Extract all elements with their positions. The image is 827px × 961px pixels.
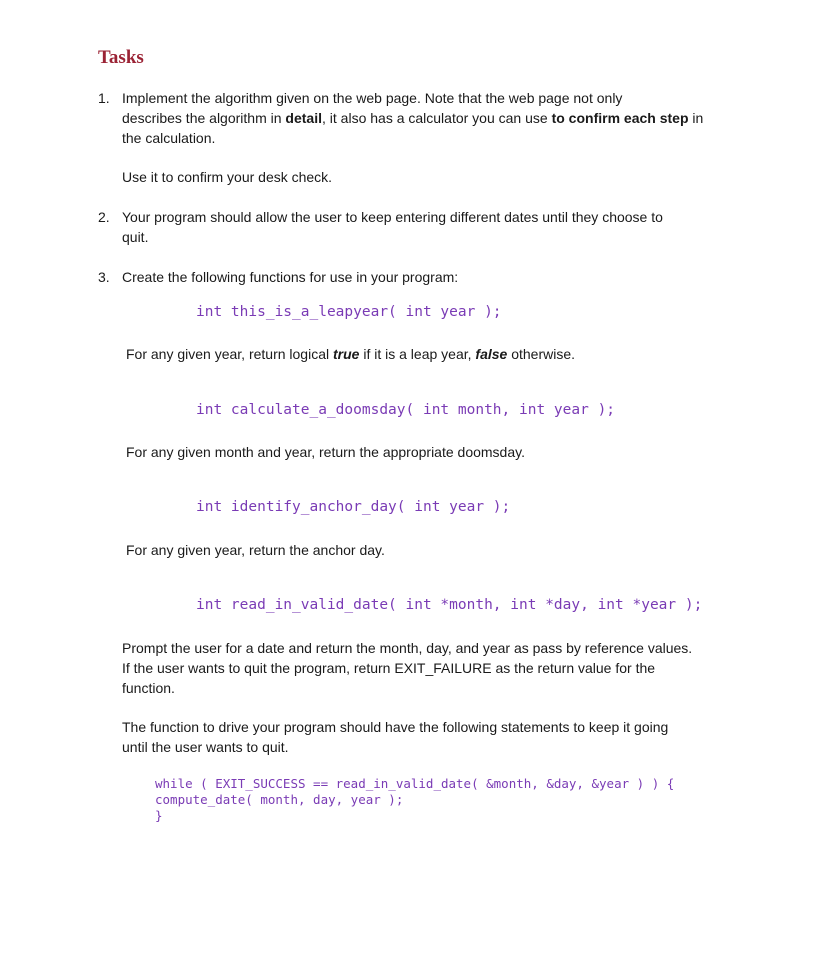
- driver-code-line: }: [155, 808, 163, 823]
- function-signature: int read_in_valid_date( int *month, int *day, int *year );: [196, 597, 703, 613]
- function-signature: int calculate_a_doomsday( int month, int year );: [196, 402, 616, 418]
- item-note: Use it to confirm your desk check.: [122, 169, 333, 185]
- item-line: Create the following functions for use in your program:: [122, 269, 459, 285]
- driver-text: The function to drive your program should have the following statements to keep it going: [122, 719, 669, 735]
- text-run: otherwise.: [507, 346, 576, 362]
- function-description: [126, 344, 575, 364]
- function-description: Prompt the user for a date and return the month, day, and year as pass by reference values.: [122, 640, 693, 656]
- emphasis: true: [333, 346, 360, 362]
- text-run: For any given year, return logical: [126, 346, 333, 362]
- function-signature: int identify_anchor_day( int year );: [196, 499, 511, 515]
- item-number: 3.: [98, 269, 110, 285]
- function-description: function.: [122, 680, 175, 696]
- item-line: Implement the algorithm given on the web page. Note that the web page not only: [122, 90, 623, 106]
- driver-text: until the user wants to quit.: [122, 739, 289, 755]
- emphasis: false: [475, 346, 508, 362]
- text-run: , it also has a calculator you can use: [322, 110, 552, 126]
- item-line: the calculation.: [122, 130, 216, 146]
- function-description: If the user wants to quit the program, return EXIT_FAILURE as the return value for the: [122, 660, 656, 676]
- page-title: Tasks: [98, 47, 144, 68]
- function-signature: int this_is_a_leapyear( int year );: [196, 304, 502, 320]
- item-line: [122, 108, 703, 128]
- text-run: in: [688, 110, 704, 126]
- emphasis: detail: [285, 110, 322, 126]
- item-number: 1.: [98, 90, 110, 106]
- emphasis: to confirm each step: [551, 110, 689, 126]
- item-line: Your program should allow the user to keep entering different dates until they choose to: [122, 209, 663, 225]
- text-run: if it is a leap year,: [359, 346, 476, 362]
- function-description: For any given month and year, return the appropriate doomsday.: [126, 444, 525, 460]
- item-number: 2.: [98, 209, 110, 225]
- function-description: For any given year, return the anchor day.: [126, 542, 385, 558]
- driver-code-line: compute_date( month, day, year );: [155, 792, 404, 807]
- item-line: quit.: [122, 229, 149, 245]
- driver-code-line: while ( EXIT_SUCCESS == read_in_valid_date( &month, &day, &year ) ) {: [155, 776, 675, 791]
- text-run: describes the algorithm in: [122, 110, 286, 126]
